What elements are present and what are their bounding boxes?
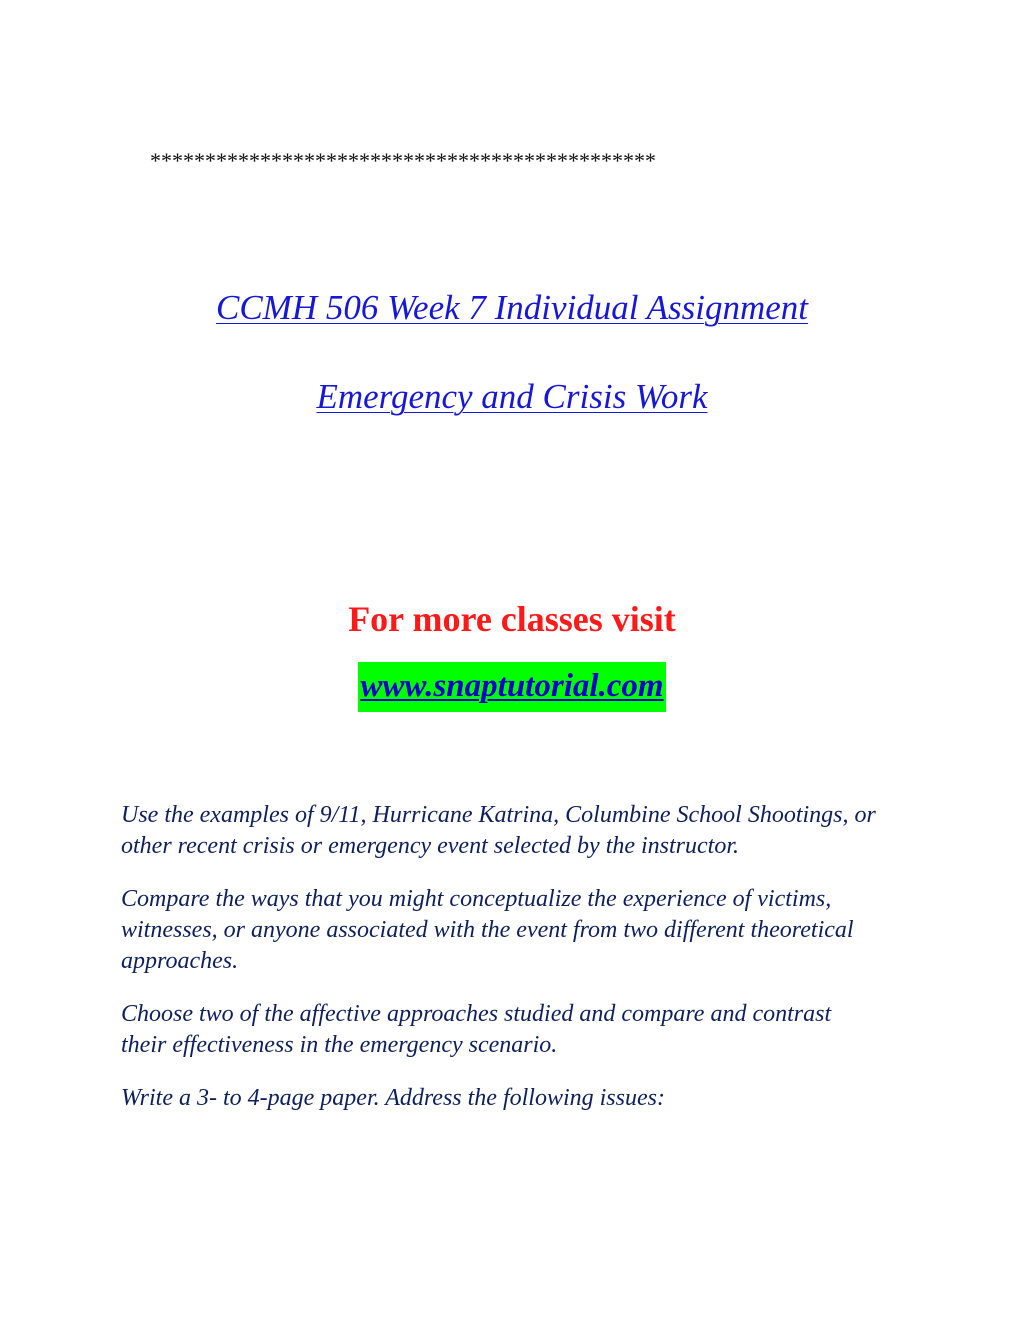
paragraph-examples: Use the examples of 9/11, Hurricane Katrina, Columbine School Shootings, or other recent crisis or emergency event selected by the instructor. [121, 802, 876, 859]
paragraph-choose: Choose two of the affective approaches studied and compare and contrast their effectiveness in the emergency scenario. [121, 1001, 832, 1058]
assignment-subtitle-link[interactable]: Emergency and Crisis Work [316, 377, 708, 416]
paragraph-write: Write a 3- to 4-page paper. Address the following issues: [121, 1085, 665, 1111]
site-link-container [0, 662, 1024, 712]
snaptutorial-link[interactable]: www.snaptutorial.com [358, 662, 665, 712]
promo-text: For more classes visit [348, 599, 676, 639]
assignment-description [121, 800, 881, 1136]
paragraph-compare: Compare the ways that you might conceptualize the experience of victims, witnesses, or anyone associated with the event from two different theoretical approaches. [121, 886, 854, 974]
assignment-title-link[interactable]: CCMH 506 Week 7 Individual Assignment [215, 288, 809, 327]
star-separator: ********************************************** [150, 148, 656, 173]
